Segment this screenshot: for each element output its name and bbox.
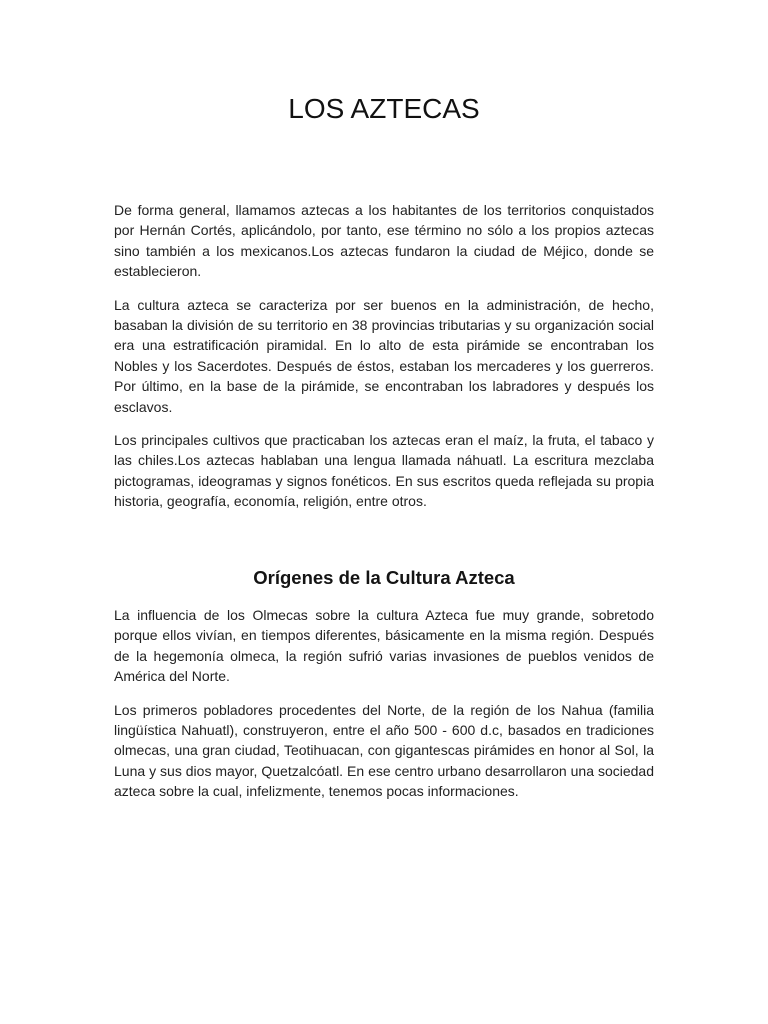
origins-section — [114, 605, 654, 802]
origins-paragraph-1: La influencia de los Olmecas sobre la cultura Azteca fue muy grande, sobretodo porque ellos vivían, en tiempos diferentes, básicamente en la misma región. Después de la hegemonía olmeca, la región sufrió varias invasiones de pueblos venidos de América del Norte. — [114, 607, 654, 685]
intro-section — [114, 200, 654, 512]
document-title: LOS AZTECAS — [288, 93, 480, 124]
intro-paragraph-3: Los principales cultivos que practicaban los aztecas eran el maíz, la fruta, el tabaco y las chiles.Los aztecas hablaban una lengua llamada náhuatl. La escritura mezclaba pictogramas, ideogramas y signos fonéticos. En sus escritos queda reflejada su propia historia, geografía, economía, religión, entre otros. — [114, 432, 654, 510]
intro-paragraph-1: De forma general, llamamos aztecas a los habitantes de los territorios conquistados por Hernán Cortés, aplicándolo, por tanto, ese término no sólo a los propios aztecas sino también a los mexicanos.Los aztecas fundaron la ciudad de Méjico, donde se establecieron. — [114, 202, 654, 280]
section-heading: Orígenes de la Cultura Azteca — [253, 567, 515, 588]
intro-paragraph-2: La cultura azteca se caracteriza por ser buenos en la administración, de hecho, basaban la división de su territorio en 38 provincias tributarias y su organización social era una estratificación piramidal. En lo alto de esta pirámide se encontraban los Nobles y los Sacerdotes. Después de éstos, estaban los mercaderes y los guerreros. Por último, en la base de la pirámide, se encontraban los labradores y después los esclavos. — [114, 296, 654, 415]
origins-paragraph-2: Los primeros pobladores procedentes del Norte, de la región de los Nahua (familia lingüística Nahuatl), construyeron, entre el año 500 - 600 d.c, basados en tradiciones olmecas, una gran ciudad, Teotihuacan, con gigantescas pirámides en honor al Sol, la Luna y sus dios mayor, Quetzalcóatl. En ese centro urbano desarrollaron una sociedad azteca sobre la cual, infelizmente, tenemos pocas informaciones. — [114, 701, 654, 800]
